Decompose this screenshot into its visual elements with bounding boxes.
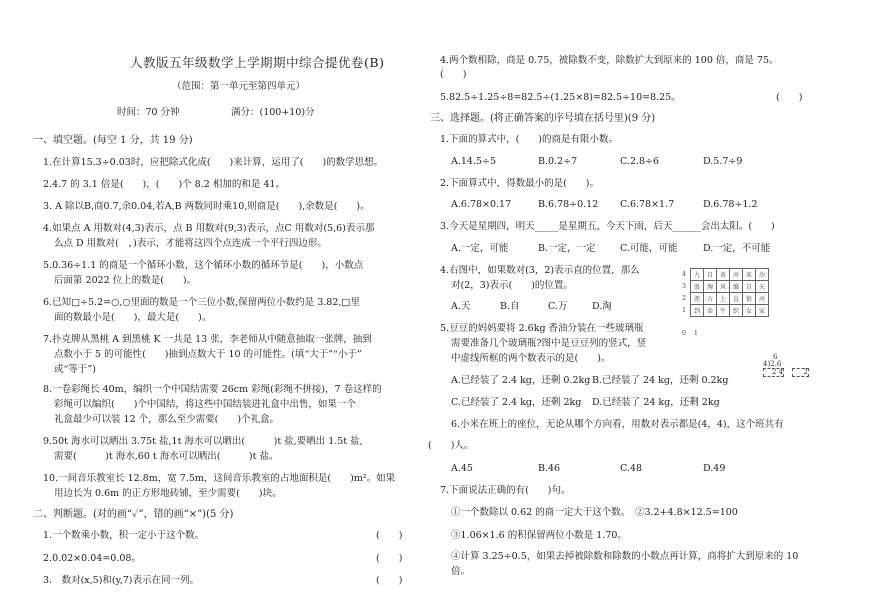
option: A.已经装了 2.4 kg，还剩 0.2kg — [451, 375, 591, 386]
exam-score: 满分：(100+10)分 — [231, 107, 315, 118]
option: D.已经装了 24 kg，还剩 2kg — [592, 397, 720, 408]
option: C.6.78×1.7 — [620, 199, 675, 210]
question-cont: 面的数最小是( )，最大是( )。 — [54, 312, 212, 323]
question-cont: 么点 D 用数对( ，)表示，才能将这四个点连成一个平行四边形。 — [54, 238, 327, 249]
question-cont: 礼盒最少可以装 12 个，那么至少需要( )个礼盒。 — [54, 414, 280, 425]
option: A.6.78×0.17 — [451, 199, 512, 210]
grid-cell: 上 — [717, 293, 730, 305]
option: C.可能，可能 — [620, 243, 678, 254]
answer-paren: ( ) — [376, 575, 403, 586]
answer-paren: ( ) — [776, 92, 803, 103]
grid-cell: 九 — [691, 269, 704, 281]
option: C.2.8÷6 — [620, 156, 660, 167]
question: 6.小米在班上的座位，无论从哪个方向看，用数对表示都是(4，4)，这个班共有 — [451, 419, 784, 430]
question: 10.一间音乐教室长 12.8m，宽 7.5m，这间音乐教室的占地面积是( )m²。如果 — [43, 473, 396, 484]
grid-cell: 牵 — [704, 305, 717, 317]
long-division-figure — [763, 354, 809, 377]
question: 1.下面的算式中，( )的商是有限小数。 — [440, 134, 618, 145]
option: D.49 — [703, 463, 726, 474]
judge-item: 3. 数对(x,5)和(y,7)表示在同一列。 — [43, 575, 199, 586]
option: A.14.5÷5 — [451, 156, 497, 167]
option: B.6.78÷0.12 — [538, 199, 599, 210]
statement: ①一个数除以 0.62 的商一定大于这个数。 ②3.2+4.8×12.5=100 — [451, 507, 738, 518]
question-cont: 用边长为 0.6m 的正方形地砖铺，至少需要( )块。 — [54, 488, 282, 499]
option: D.5.7÷9 — [703, 156, 743, 167]
option: D.6.78÷1.2 — [703, 199, 758, 210]
statement-cont: 倍。 — [451, 566, 471, 577]
option: C.48 — [620, 463, 643, 474]
exam-scope: （范围：第一单元至第四单元） — [172, 81, 306, 92]
question-cont: 需要( )t 海水,60 t 海水可以晒出( )t 盐。 — [54, 451, 279, 462]
grid-x-label: 0 — [682, 330, 686, 337]
judge-item: 1.一个数乘小数，积一定小于这个数。 — [43, 530, 205, 541]
grid-cell: 直 — [730, 293, 743, 305]
option: B.已经装了 24 kg，还剩 0.2kg — [592, 375, 729, 386]
grid-cell: 自 — [743, 281, 756, 293]
judge-item: 5.82.5÷1.25÷8=82.5÷(1.25×8)=82.5÷10=8.25。 — [440, 92, 681, 103]
grid-cell: 簸 — [730, 281, 743, 293]
question-cont: 彩绳可以编织( )个中国结，将这些中国结装进礼盒中出售，如果一个 — [54, 399, 356, 410]
answer-paren: ( ) — [440, 69, 467, 80]
question: 9.50t 海水可以晒出 3.75t 盐,1t 海水可以晒出( )t 盐,要晒出 1.5t 盐, — [43, 436, 363, 447]
grid-y-label: 1 — [682, 307, 686, 314]
character-grid — [678, 268, 769, 317]
grid-cell: 万 — [704, 293, 717, 305]
exam-time: 时间：70 分钟 — [117, 107, 180, 118]
division-quotient: 6 — [773, 353, 778, 361]
grid-cell: 家 — [756, 305, 769, 317]
section-title: 一、填空题。(每空 1 分，共 19 分) — [33, 135, 193, 146]
division-remainder: 2 — [792, 368, 808, 377]
option: A.天 — [451, 301, 471, 312]
grid-cell: 河 — [756, 293, 769, 305]
option: B.0.2÷7 — [538, 156, 578, 167]
option: B.一定，一定 — [538, 243, 596, 254]
question: 8.一卷彩绳长 40m，编织一个中国结需要 26cm 彩绳(彩绳不拼接)，7 卷这样的 — [43, 384, 382, 395]
grid-cell: 沙 — [756, 269, 769, 281]
question: 5.0.36÷1.1 的商是一个循环小数，这个循环小数的循环节是( )，小数点 — [43, 260, 364, 271]
statement: ③1.06×1.6 的积保留两位小数是 1.70。 — [451, 530, 627, 541]
question: 6.已知□÷5.2=○,○里面的数是一个三位小数,保留两位小数约是 3.82,□里 — [43, 297, 360, 308]
option: D.一定，不可能 — [703, 243, 771, 254]
grid-cell: 牛 — [717, 305, 730, 317]
option: A.45 — [451, 463, 473, 474]
question: 1.在计算15.3÷0.03时，应把除式化成( )来计算，运用了( )的数学思想。 — [43, 157, 384, 168]
section-title: 三、选择题。(将正确答案的序号填在括号里)(9 分) — [430, 113, 656, 124]
question: 2.4.7 的 3.1 倍是( )，( )个 8.2 相加的和是 41。 — [43, 179, 285, 190]
grid-cell: 淘 — [704, 281, 717, 293]
option: C.万 — [548, 301, 568, 312]
option: B.46 — [538, 463, 561, 474]
judge-item: 4.两个数相除，商是 0.75，被除数不变，除数扩大到原来的 100 倍，商是 75。 — [440, 55, 779, 66]
grid-cell: 黄 — [717, 269, 730, 281]
section-title: 二、判断题。(对的画“✓”，错的画“×”)(5 分) — [33, 509, 234, 520]
question: 3. A 除以B,商0.7,余0.04,若A,B 两数同时乘10,则商是( ),余数是( )。 — [43, 201, 370, 212]
grid-cell: 到 — [691, 305, 704, 317]
question-cont: 中虚线所框的两个数表示的是( )。 — [451, 353, 611, 364]
option: D.淘 — [592, 301, 612, 312]
grid-cell: 涯 — [691, 293, 704, 305]
question: 7.下面说法正确的有( )句。 — [440, 485, 571, 496]
division-dividend: 4)2.6 — [763, 360, 782, 368]
question-cont: 需要准备几个玻璃瓶?图中是豆豆列的竖式，竖 — [451, 338, 647, 349]
grid-cell: 天 — [756, 281, 769, 293]
option: A.一定，可能 — [451, 243, 509, 254]
grid-cell: 织 — [730, 305, 743, 317]
question-cont: 后面第 2022 位上的数是( )。 — [54, 275, 197, 286]
grid-cell: 浪 — [691, 281, 704, 293]
question-cont: 对(2，3)表示( )的位置。 — [451, 280, 573, 291]
question: 4.如果点 A 用数对(4,3)表示，点 B 用数对(9,3)表示，点C 用数对(5,6)表示那 — [43, 223, 375, 234]
grid-x-label: 1 — [694, 330, 698, 337]
grid-cell: 风 — [717, 281, 730, 293]
judge-item: 2.0.02×0.04=0.08。 — [43, 553, 141, 564]
question: 3.今天是星期四，明天_____是星期五，今天下雨，后天______会出太阳。( ) — [440, 221, 775, 232]
answer-paren: ( ) — [376, 530, 403, 541]
grid-cell: 女 — [743, 305, 756, 317]
page-title: 人教版五年级数学上学期期中综合提优卷(B) — [130, 55, 385, 70]
grid-y-label: 2 — [682, 295, 686, 302]
question-cont: 点数小于 5 的可能性( )抽到点数大于 10 的可能性。(填“大于”“小于” — [54, 349, 362, 360]
answer-paren: ( ) — [376, 553, 403, 564]
option: B.自 — [500, 301, 520, 312]
grid-cell: 河 — [730, 269, 743, 281]
question-cont: 或“等于”) — [54, 364, 96, 375]
question: 4.右图中，如果数对(3，2)表示直的位置，那么 — [440, 265, 640, 276]
question-cont: ( )人。 — [428, 440, 474, 451]
question: 2.下面算式中，得数最小的是( )。 — [440, 178, 599, 189]
option: C.已经装了 2.4 kg，还剩 2kg — [451, 397, 582, 408]
question: 7.扑克牌从黑桃 A 到黑桃 K 一共是 13 张，李老师从中随意抽取一张牌，抽到 — [43, 334, 372, 345]
grid-cell: 自 — [704, 269, 717, 281]
grid-cell: 来 — [743, 269, 756, 281]
division-step: 2 4 — [763, 368, 784, 377]
grid-cell: 银 — [743, 293, 756, 305]
grid-y-label: 4 — [682, 271, 686, 278]
question: 5.豆豆的妈妈要将 2.6kg 香油分装在一些玻璃瓶 — [440, 323, 644, 334]
statement: ④计算 3.25÷0.5，如果去掉被除数和除数的小数点再计算，商将扩大到原来的 10 — [451, 551, 799, 562]
grid-y-label: 3 — [682, 283, 686, 290]
